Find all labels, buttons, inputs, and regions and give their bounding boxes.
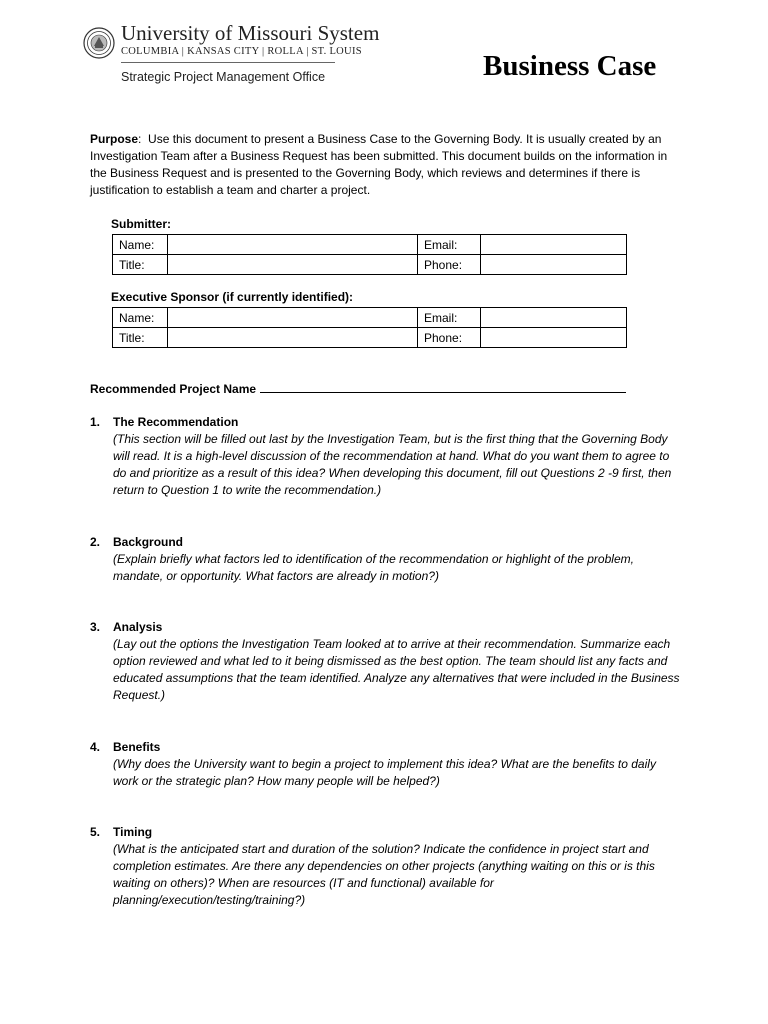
section-number: 5. [90, 825, 101, 839]
submitter-name-field[interactable] [168, 235, 418, 255]
sponsor-name-label: Name: [113, 308, 168, 328]
submitter-title-field[interactable] [168, 255, 418, 275]
section-number: 1. [90, 415, 101, 429]
sponsor-email-field[interactable] [481, 308, 627, 328]
submitter-phone-field[interactable] [481, 255, 627, 275]
section-number: 2. [90, 535, 101, 549]
project-name-blank[interactable] [260, 380, 626, 393]
section-description: (What is the anticipated start and duration of the solution? Indicate the confidence in project start and completion estimates. Are there any dependencies on other projects (anything waiting on this or is this waiting on others)? When are resources (IT and functional) available for planning/execution/testing/training?) [113, 842, 655, 907]
table-row [113, 328, 627, 348]
submitter-label: Submitter: [111, 217, 171, 231]
section-heading: Timing [113, 825, 153, 839]
purpose-label: Purpose [90, 132, 139, 146]
university-seal-icon [83, 27, 115, 59]
section-description: (Why does the University want to begin a project to implement this idea? What are the benefits to daily work or the strategic plan? How many people will be helped?) [113, 757, 656, 788]
sponsor-title-label: Title: [113, 328, 168, 348]
section-number: 3. [90, 620, 101, 634]
purpose-paragraph: Purpose: Use this document to present a Business Case to the Governing Body. It is usually created by an Investigation Team after a Business Request has been submitted. This document builds on the information in the Business Request and is presented to the Governing Body, which reviews and determines if there is justification to establish a team and charter a project. [90, 132, 668, 197]
document-header [0, 0, 768, 100]
submitter-email-field[interactable] [481, 235, 627, 255]
project-name-label: Recommended Project Name [90, 382, 257, 396]
university-name: University of Missouri System [121, 21, 380, 45]
table-row [113, 255, 627, 275]
sponsor-phone-label: Phone: [418, 328, 481, 348]
section-heading: Background [113, 535, 184, 549]
sponsor-email-label: Email: [418, 308, 481, 328]
sponsor-label: Executive Sponsor (if currently identified): [111, 290, 354, 304]
section-number: 4. [90, 740, 101, 754]
submitter-name-label: Name: [113, 235, 168, 255]
submitter-phone-label: Phone: [418, 255, 481, 275]
sponsor-phone-field[interactable] [481, 328, 627, 348]
table-row [113, 235, 627, 255]
section-heading: Benefits [113, 740, 161, 754]
office-name: Strategic Project Management Office [121, 70, 326, 84]
section-description: (This section will be filled out last by the Investigation Team, but is the first thing that the Governing Body will read. It is a high-level discussion of the recommendation at hand. What do you want them to agree to do and prioritize as a result of this idea? When developing this document, fill out Questions 2 -9 first, then return to Question 1 to write the recommendation.) [113, 432, 672, 497]
section-heading: The Recommendation [113, 415, 239, 429]
table-row [113, 308, 627, 328]
purpose-text: Use this document to present a Business Case to the Governing Body. It is usually created by an Investigation Team after a Business Request has been submitted. This document builds on the information in the Business Request and is presented to the Governing Body, which reviews and determines if there is justification to establish a team and charter a project. [90, 132, 668, 197]
submitter-email-label: Email: [418, 235, 481, 255]
header-divider [121, 62, 335, 63]
sponsor-table [112, 307, 627, 348]
section-heading: Analysis [113, 620, 163, 634]
campus-list: COLUMBIA | KANSAS CITY | ROLLA | ST. LOUIS [121, 46, 362, 57]
section-description: (Lay out the options the Investigation Team looked at to arrive at their recommendation. Summarize each option reviewed and what led to it being dismissed as the best option. The team should list any facts and educated assumptions that the team identified. Analyze any alternatives that were included in the Business Request.) [113, 637, 680, 702]
project-name-row [90, 380, 626, 396]
submitter-title-label: Title: [113, 255, 168, 275]
sponsor-title-field[interactable] [168, 328, 418, 348]
submitter-table [112, 234, 627, 275]
section-description: (Explain briefly what factors led to identification of the recommendation or highlight of the problem, mandate, or opportunity. What factors are already in motion?) [113, 552, 634, 583]
document-title: Business Case [483, 50, 657, 82]
sponsor-name-field[interactable] [168, 308, 418, 328]
